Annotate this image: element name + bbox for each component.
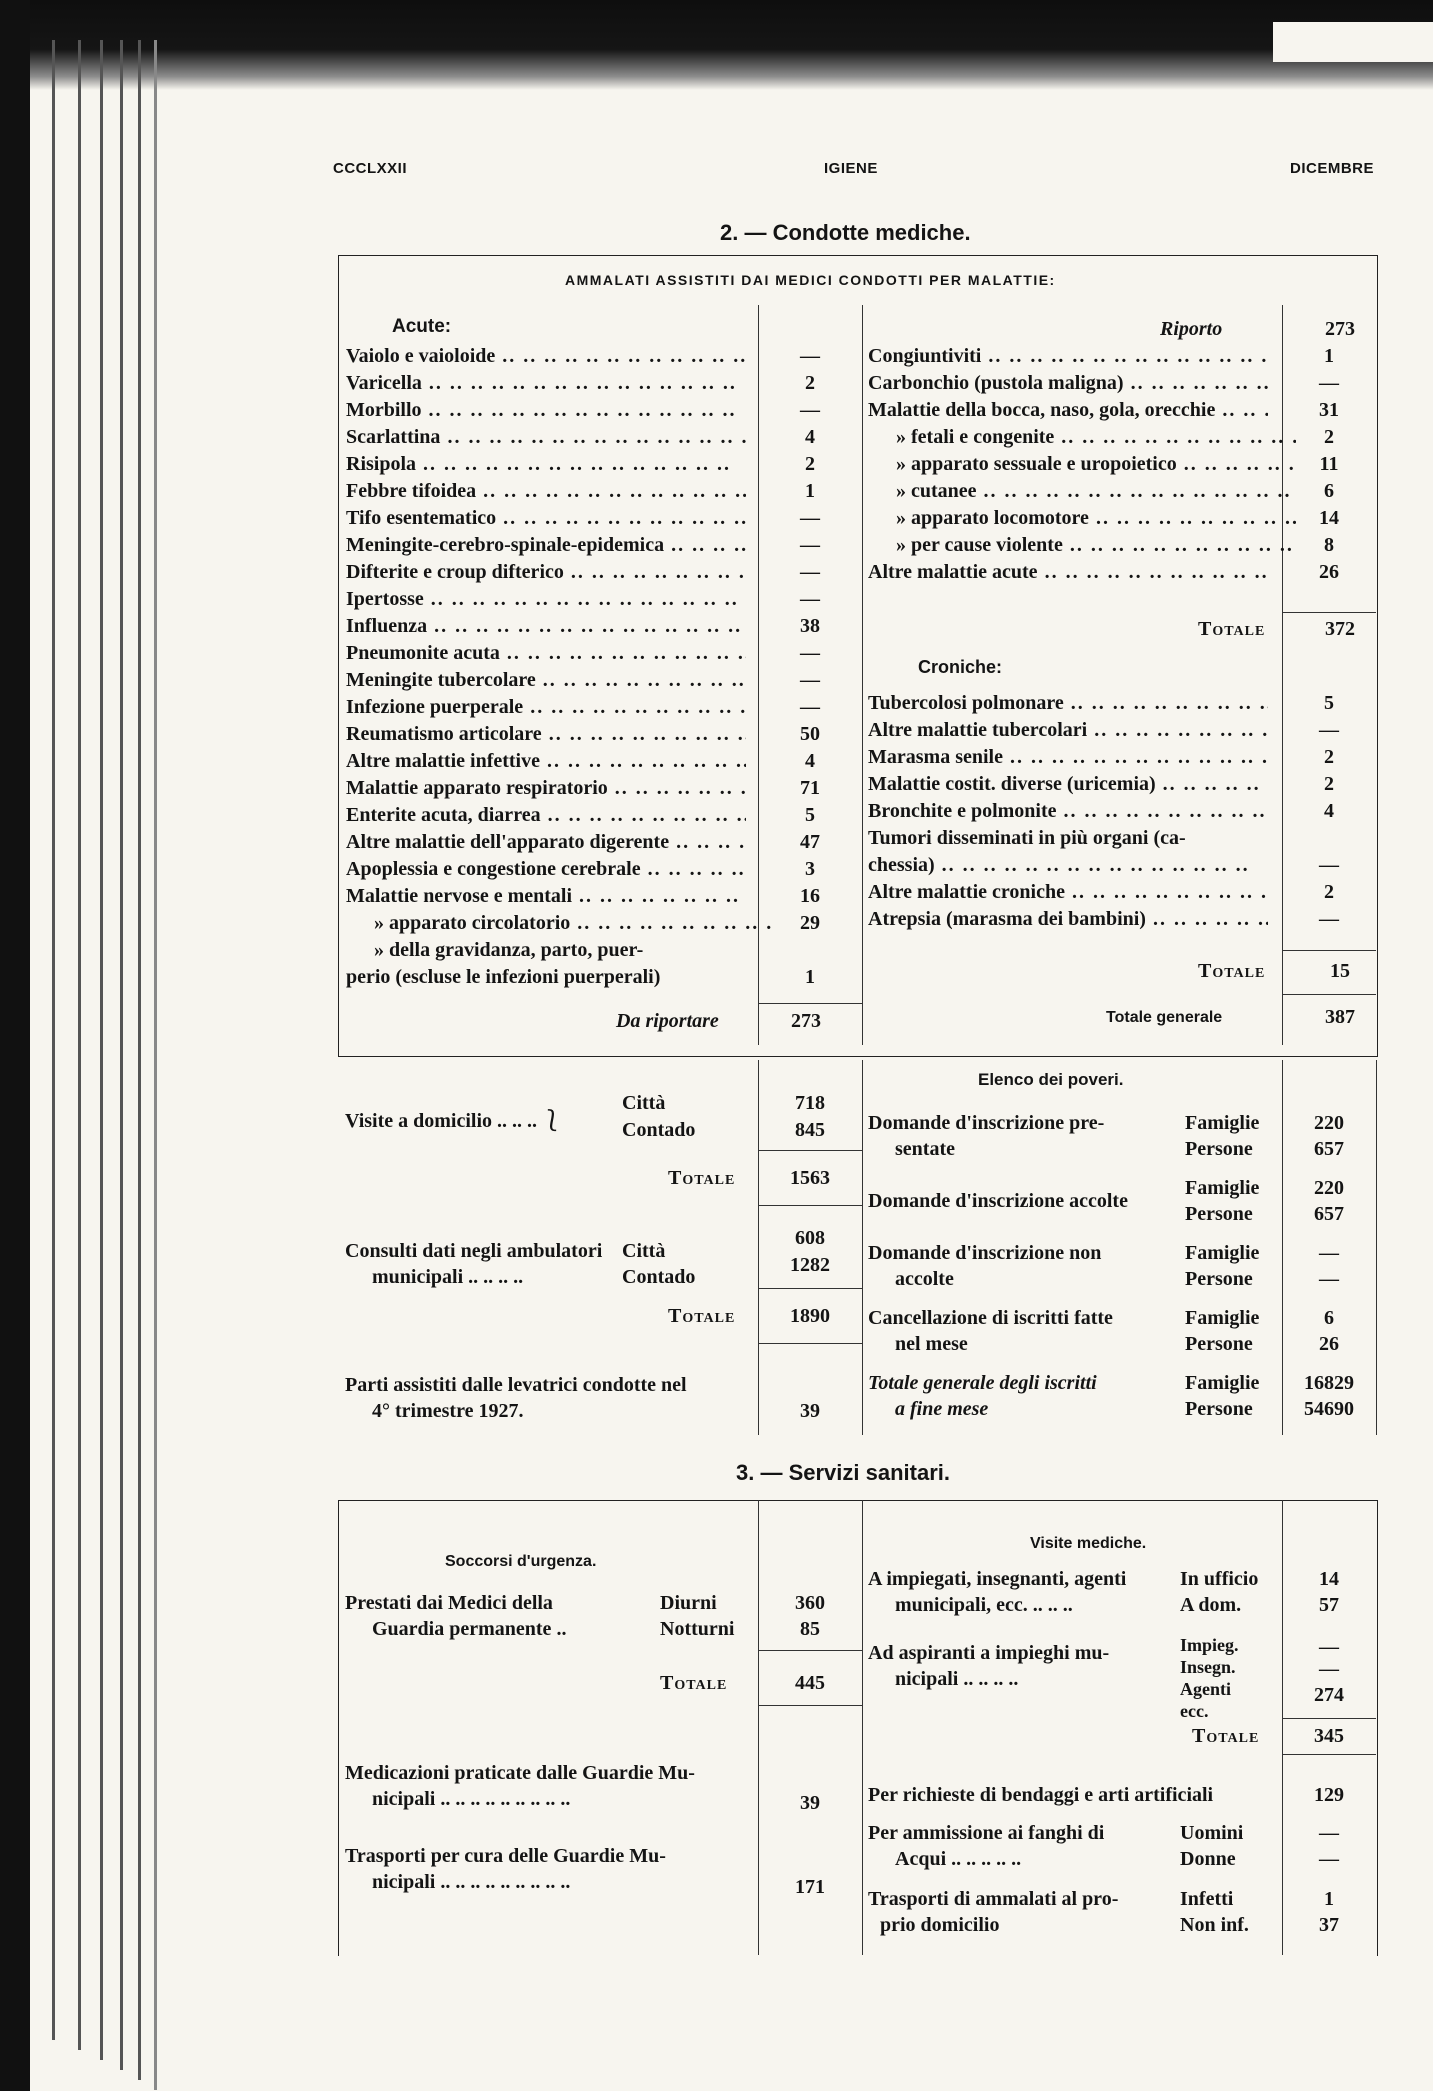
row-label: perio (escluse le infezioni puerperali) [346, 966, 661, 988]
row-label: Tumori disseminati in più organi (ca- [868, 827, 1186, 849]
row-label: Malattie della bocca, naso, gola, orecchie .. .. [868, 397, 1268, 424]
sum-rule [758, 1650, 862, 1651]
row-value: — [1319, 908, 1339, 930]
home-visits-total-label: Totale [668, 1167, 736, 1189]
families-value: 16829 [1304, 1372, 1354, 1394]
row-label: Meningite-cerebro-spinale-epidemica .. .. [346, 532, 746, 559]
row-label: » apparato circolatorio .. .. [346, 910, 774, 937]
row-label: » fetali e congenite .. .. [868, 424, 1296, 451]
carried-value: 273 [1325, 318, 1355, 340]
row-label: Febbre tifoidea .. .. [346, 478, 746, 505]
poor-row-label-2: sentate [895, 1138, 955, 1160]
table-row [346, 856, 866, 883]
row-value: 8 [1324, 534, 1334, 556]
sum-rule [758, 1150, 862, 1151]
poor-row-label-1: Totale generale degli iscritti [868, 1372, 1097, 1394]
row-label: Tubercolosi polmonare .. .. [868, 690, 1268, 717]
urgent-night: 85 [800, 1618, 820, 1640]
table-row [346, 964, 866, 991]
page-edge-line [120, 40, 123, 2070]
row-label: » per cause violente .. .. [868, 532, 1296, 559]
home-transport-label-1: Trasporti di ammalati al pro- [868, 1888, 1119, 1910]
row-label: Vaiolo e vaioloide .. .. [346, 343, 746, 370]
column-rule [862, 1500, 863, 1955]
families-value: — [1319, 1242, 1339, 1264]
acute-heading: Acute: [392, 316, 452, 337]
table-row [868, 690, 1376, 717]
row-label: Infezione puerperale .. .. [346, 694, 746, 721]
row-label: Bronchite e polmonite .. .. [868, 798, 1268, 825]
visits-title: Visite mediche. [1030, 1535, 1147, 1552]
poor-list-title: Elenco dei poveri. [978, 1070, 1124, 1089]
employees-label-1: A impiegati, insegnanti, agenti [868, 1568, 1127, 1590]
families-label: Famiglie [1185, 1112, 1260, 1134]
page-edge-line [100, 40, 103, 2060]
scan-page-tab [1273, 22, 1433, 62]
row-label: Ipertosse .. .. [346, 586, 746, 613]
persons-label: Persone [1185, 1333, 1253, 1355]
table-row [346, 613, 866, 640]
page-edge-line [138, 40, 141, 2080]
impieg-label: Impieg. [1180, 1635, 1239, 1655]
ambulatory-city: 608 [795, 1227, 825, 1249]
ecc-label: ecc. [1180, 1701, 1209, 1721]
women-label: Donne [1180, 1848, 1236, 1870]
section2-title: 2. — Condotte mediche. [720, 220, 971, 245]
night-label: Notturni [660, 1618, 735, 1640]
row-value: — [800, 669, 820, 691]
urgent-label-2: Guardia permanente .. [372, 1618, 567, 1640]
row-label: Varicella .. .. [346, 370, 746, 397]
table-row [868, 798, 1376, 825]
families-label: Famiglie [1185, 1177, 1260, 1199]
row-value: 4 [1324, 800, 1334, 822]
row-label: Altre malattie infettive .. .. [346, 748, 746, 775]
table-row [346, 370, 866, 397]
row-value: 5 [1324, 692, 1334, 714]
office-value: 14 [1319, 1568, 1339, 1590]
urgent-title: Soccorsi d'urgenza. [445, 1553, 597, 1570]
persons-label: Persone [1185, 1398, 1253, 1420]
row-label: » della gravidanza, parto, puer- [374, 939, 644, 961]
births-value: 39 [800, 1400, 820, 1422]
sum-rule [758, 1343, 862, 1344]
table-row [868, 825, 1376, 852]
mud-label-2: Acqui .. .. .. .. .. [895, 1848, 1022, 1870]
table-row [868, 451, 1376, 478]
row-label: Reumatismo articolare .. .. [346, 721, 746, 748]
row-value: — [800, 588, 820, 610]
row-value: 14 [1319, 507, 1339, 529]
row-value: — [800, 507, 820, 529]
transports-label-2: nicipali .. .. .. .. .. .. .. .. .. [372, 1871, 571, 1893]
table-row [868, 879, 1376, 906]
table-row [346, 505, 866, 532]
carried-label: Riporto [1160, 318, 1223, 340]
row-value: 4 [805, 750, 815, 772]
table-row [346, 937, 866, 964]
row-label: Scarlattina .. .. [346, 424, 746, 451]
table-row [346, 559, 866, 586]
poor-row-label-1: Domande d'inscrizione accolte [868, 1190, 1128, 1212]
men-label: Uomini [1180, 1822, 1244, 1844]
acute-total-value: 372 [1325, 618, 1355, 640]
poor-row-label-1: Domande d'inscrizione non [868, 1242, 1102, 1264]
sum-rule [758, 1205, 862, 1206]
women-value: — [1319, 1848, 1339, 1870]
table-row [346, 721, 866, 748]
urgent-day: 360 [795, 1592, 825, 1614]
table-row [868, 343, 1376, 370]
persons-value: 54690 [1304, 1398, 1354, 1420]
table-row [346, 478, 866, 505]
row-label: Marasma senile .. .. [868, 744, 1268, 771]
home-value: 57 [1319, 1594, 1339, 1616]
bandages-value: 129 [1314, 1784, 1344, 1806]
sum-rule [1282, 950, 1376, 951]
table-row [868, 717, 1376, 744]
row-value: 2 [1324, 773, 1334, 795]
row-value: 38 [800, 615, 820, 637]
table-row [868, 505, 1376, 532]
home-visits-label: Visite a domicilio .. .. .. ⎱ [345, 1110, 563, 1132]
scan-top-band [0, 0, 1433, 90]
dressings-label-1: Medicazioni praticate dalle Guardie Mu- [345, 1762, 695, 1784]
column-rule [1282, 1060, 1283, 1435]
carry-forward-row [600, 1008, 860, 1035]
visits-total-label: Totale [1192, 1725, 1260, 1747]
table-row [346, 748, 866, 775]
row-value: — [800, 534, 820, 556]
applicants-label-2: nicipali .. .. .. .. [895, 1668, 1019, 1690]
table-row [346, 667, 866, 694]
month-name: DICEMBRE [1290, 160, 1375, 177]
row-label: Malattie nervose e mentali .. .. [346, 883, 746, 910]
table-disease-subtitle: AMMALATI ASSISTITI DAI MEDICI CONDOTTI PER MALATTIE: [565, 272, 1056, 288]
column-rule [1282, 1500, 1283, 1955]
page-number: CCCLXXII [333, 160, 408, 177]
persons-label: Persone [1185, 1203, 1253, 1225]
non-infected-value: 37 [1319, 1914, 1339, 1936]
births-label-2: 4° trimestre 1927. [372, 1400, 524, 1422]
table-row [868, 397, 1376, 424]
insegn-value: — [1319, 1658, 1339, 1680]
ambulatory-country: 1282 [790, 1254, 830, 1276]
home-transport-label-2: prio domicilio [880, 1914, 1000, 1936]
section-name: IGIENE [824, 160, 878, 177]
insegn-label: Insegn. [1180, 1657, 1236, 1677]
ambulatory-total-label: Totale [668, 1305, 736, 1327]
row-label: Altre malattie dell'apparato digerente .. .. [346, 829, 746, 856]
births-label-1: Parti assistiti dalle levatrici condotte nel [345, 1374, 687, 1396]
poor-row-label-2: a fine mese [895, 1398, 989, 1420]
acute-total-label: Totale [1198, 618, 1266, 640]
row-label: » apparato sessuale e uropoietico .. .. [868, 451, 1296, 478]
row-value: 1 [805, 480, 815, 502]
persons-label: Persone [1185, 1138, 1253, 1160]
acute-total-row [1100, 616, 1374, 643]
table-row [868, 478, 1376, 505]
infected-label: Infetti [1180, 1888, 1234, 1910]
row-value: — [800, 345, 820, 367]
table-row [346, 343, 866, 370]
persons-value: 26 [1319, 1333, 1339, 1355]
home-label: A dom. [1180, 1594, 1242, 1616]
row-label: Altre malattie tubercolari .. .. [868, 717, 1268, 744]
employees-label-2: municipali, ecc. .. .. .. [895, 1594, 1073, 1616]
table-row [346, 910, 866, 937]
row-label: Atrepsia (marasma dei bambini) .. .. [868, 906, 1268, 933]
mud-label-1: Per ammissione ai fanghi di [868, 1822, 1105, 1844]
row-value: — [800, 642, 820, 664]
table-row [868, 771, 1376, 798]
persons-value: — [1319, 1268, 1339, 1290]
home-visits-total: 1563 [790, 1167, 830, 1189]
carry-forward-label: Da riportare [616, 1010, 719, 1032]
impieg-value: — [1319, 1636, 1339, 1658]
agenti-label: Agenti [1180, 1679, 1231, 1699]
agenti-value: 274 [1314, 1684, 1344, 1706]
sum-rule [1282, 612, 1376, 613]
ambulatory-total: 1890 [790, 1305, 830, 1327]
row-value: 6 [1324, 480, 1334, 502]
row-label: Pneumonite acuta .. .. [346, 640, 746, 667]
sum-rule [758, 1288, 862, 1289]
row-label: Meningite tubercolare .. .. [346, 667, 746, 694]
sum-rule [1282, 1754, 1376, 1755]
persons-label: Persone [1185, 1268, 1253, 1290]
row-label: Tifo esentematico .. .. [346, 505, 746, 532]
column-rule [758, 1500, 759, 1955]
table-row [868, 744, 1376, 771]
grand-total-label: Totale generale [1106, 1009, 1223, 1026]
row-value: 2 [1324, 746, 1334, 768]
table-row [868, 532, 1376, 559]
carried-row [1130, 316, 1374, 343]
chronic-total-row [1100, 958, 1374, 985]
row-label: » apparato locomotore .. .. [868, 505, 1296, 532]
row-value: 11 [1319, 453, 1339, 475]
country-label: Contado [622, 1119, 696, 1141]
chronic-total-value: 15 [1330, 960, 1350, 982]
men-value: — [1319, 1822, 1339, 1844]
table-row [868, 906, 1376, 933]
families-label: Famiglie [1185, 1307, 1260, 1329]
carry-forward-value: 273 [791, 1010, 821, 1032]
row-value: — [1319, 719, 1339, 741]
page-edge-line [154, 40, 157, 2090]
table-row [346, 694, 866, 721]
table-row [346, 397, 866, 424]
non-infected-label: Non inf. [1180, 1914, 1249, 1936]
home-visits-city: 718 [795, 1092, 825, 1114]
table-row [346, 424, 866, 451]
row-value: 2 [1324, 426, 1334, 448]
sum-rule [1282, 1718, 1376, 1719]
dressings-value: 39 [800, 1792, 820, 1814]
families-value: 220 [1314, 1112, 1344, 1134]
poor-row-label-2: accolte [895, 1268, 954, 1290]
sum-rule [758, 1003, 862, 1004]
section3-title: 3. — Servizi sanitari. [736, 1460, 950, 1485]
infected-value: 1 [1324, 1888, 1334, 1910]
table-row [868, 852, 1376, 879]
table-row [346, 640, 866, 667]
table-row [346, 586, 866, 613]
row-label: Difterite e croup difterico .. .. [346, 559, 746, 586]
row-label: Altre malattie croniche .. .. [868, 879, 1268, 906]
row-label: Apoplessia e congestione cerebrale .. .. [346, 856, 746, 883]
transports-value: 171 [795, 1876, 825, 1898]
row-value: 2 [805, 372, 815, 394]
ambulatory-label-1: Consulti dati negli ambulatori [345, 1240, 603, 1262]
row-value: 50 [800, 723, 820, 745]
row-value: 1 [805, 966, 815, 988]
grand-total-value: 387 [1325, 1006, 1355, 1028]
ambulatory-label-2: municipali .. .. .. .. [372, 1266, 524, 1288]
row-label: Congiuntiviti .. .. [868, 343, 1268, 370]
dressings-label-2: nicipali .. .. .. .. .. .. .. .. .. [372, 1788, 571, 1810]
row-value: 26 [1319, 561, 1339, 583]
persons-value: 657 [1314, 1138, 1344, 1160]
table-row [346, 532, 866, 559]
city-label: Città [622, 1092, 666, 1114]
grand-total-row [1050, 1004, 1374, 1031]
city-label: Città [622, 1240, 666, 1262]
row-label: Altre malattie acute .. .. [868, 559, 1268, 586]
urgent-label-1: Prestati dai Medici della [345, 1592, 553, 1614]
country-label: Contado [622, 1266, 696, 1288]
row-value: 71 [800, 777, 820, 799]
row-value: 2 [1324, 881, 1334, 903]
row-label: Enterite acuta, diarrea .. .. [346, 802, 746, 829]
row-value: 16 [800, 885, 820, 907]
office-label: In ufficio [1180, 1568, 1259, 1590]
scan-left-edge [0, 0, 30, 2091]
home-visits-country: 845 [795, 1119, 825, 1141]
row-label: Carbonchio (pustola maligna) .. .. [868, 370, 1268, 397]
transports-label-1: Trasporti per cura delle Guardie Mu- [345, 1845, 666, 1867]
table-row [346, 451, 866, 478]
row-value: 2 [805, 453, 815, 475]
table-row [346, 802, 866, 829]
families-value: 6 [1324, 1307, 1334, 1329]
table-row [346, 829, 866, 856]
chronic-total-label: Totale [1198, 960, 1266, 982]
day-label: Diurni [660, 1592, 717, 1614]
row-value: 3 [805, 858, 815, 880]
row-value: — [800, 399, 820, 421]
applicants-label-1: Ad aspiranti a impieghi mu- [868, 1642, 1110, 1664]
chronic-heading: Croniche: [918, 657, 1003, 677]
urgent-total: 445 [795, 1672, 825, 1694]
row-label: chessia) .. .. [868, 852, 1268, 879]
row-value: 47 [800, 831, 820, 853]
page-edge-line [52, 40, 55, 2040]
row-value: 29 [800, 912, 820, 934]
poor-row-label-1: Cancellazione di iscritti fatte [868, 1307, 1113, 1329]
bandages-label: Per richieste di bendaggi e arti artificiali [868, 1784, 1214, 1806]
urgent-total-label: Totale [660, 1672, 728, 1694]
poor-row-label-1: Domande d'inscrizione pre- [868, 1112, 1105, 1134]
row-label: Influenza .. .. [346, 613, 746, 640]
families-label: Famiglie [1185, 1372, 1260, 1394]
table-row [868, 559, 1376, 586]
row-value: — [1319, 372, 1339, 394]
row-value: 4 [805, 426, 815, 448]
sum-rule [1282, 994, 1376, 995]
row-label: Malattie apparato respiratorio .. .. [346, 775, 746, 802]
row-label: Risipola .. .. [346, 451, 746, 478]
table-row [346, 775, 866, 802]
sum-rule [758, 1705, 862, 1706]
row-value: 5 [805, 804, 815, 826]
visits-total-value: 345 [1314, 1725, 1344, 1747]
row-label: Malattie costit. diverse (uricemia) .. .. [868, 771, 1268, 798]
column-rule [1376, 1060, 1377, 1435]
families-label: Famiglie [1185, 1242, 1260, 1264]
poor-row-label-2: nel mese [895, 1333, 968, 1355]
row-value: — [1319, 854, 1339, 876]
page-edge-line [78, 40, 81, 2050]
row-label: » cutanee .. .. [868, 478, 1296, 505]
row-value: 1 [1324, 345, 1334, 367]
column-rule [862, 1060, 863, 1435]
table-row [868, 424, 1376, 451]
row-value: — [800, 561, 820, 583]
table-row [346, 883, 866, 910]
column-rule [758, 1060, 759, 1435]
row-value: — [800, 696, 820, 718]
families-value: 220 [1314, 1177, 1344, 1199]
row-label: Morbillo .. .. [346, 397, 746, 424]
table-row [868, 370, 1376, 397]
row-value: 31 [1319, 399, 1339, 421]
persons-value: 657 [1314, 1203, 1344, 1225]
